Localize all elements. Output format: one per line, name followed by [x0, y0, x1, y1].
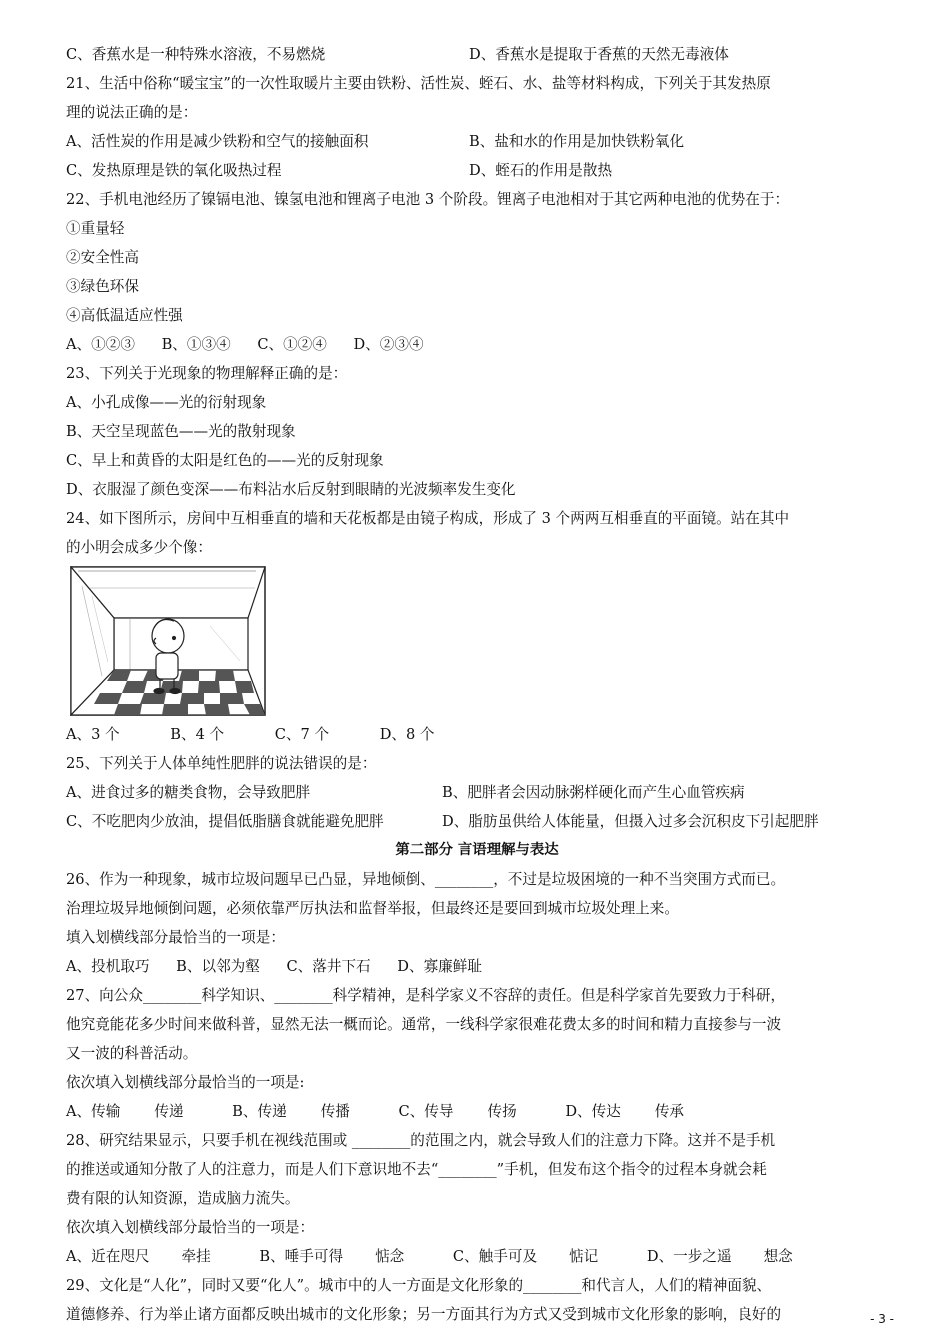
- q23-option-d: D、衣服湿了颜色变深——布料沾水后反射到眼睛的光波频率发生变化: [66, 481, 516, 498]
- q25-options-ab: [66, 778, 888, 807]
- q27-stem-line1: 27、向公众________科学知识、________科学精神，是科学家义不容辞的责任。但是科学家首先要致力于科研，: [66, 987, 786, 1004]
- q28-prompt: 依次填入划横线部分最恰当的一项是：: [66, 1219, 315, 1236]
- q22-item-3: ③绿色环保: [66, 278, 139, 295]
- q21-options-ab: [66, 127, 888, 156]
- q25-option-b: B、肥胖者会因动脉粥样硬化而产生心血管疾病: [442, 784, 745, 801]
- q21-stem-line2: 理的说法正确的是：: [66, 104, 198, 121]
- q29-stem-line1: 29、文化是“人化”，同时又要“化人”。城市中的人一方面是文化形象的________和代言人，人们的精神面貌、: [66, 1277, 772, 1294]
- q21-stem-line1: 21、生活中俗称“暖宝宝”的一次性取暖片主要由铁粉、活性炭、蛭石、水、盐等材料构成，下列关于其发热原: [66, 75, 771, 92]
- q22-item-1: ①重量轻: [66, 220, 125, 237]
- q26-option-c: C、落井下石: [286, 958, 371, 975]
- q21-option-c: C、发热原理是铁的氧化吸热过程: [66, 162, 282, 179]
- q25-option-d: D、脂肪虽供给人体能量，但摄入过多会沉积皮下引起肥胖: [442, 813, 819, 830]
- q26-stem-line1: 26、作为一种现象，城市垃圾问题早已凸显，异地倾倒、________，不过是垃圾困境的一种不当突围方式而已。: [66, 871, 786, 888]
- q28-option-b: B、唾手可得 惦念: [259, 1248, 405, 1265]
- q21-option-b: B、盐和水的作用是加快铁粉氧化: [469, 133, 685, 150]
- q28-stem-line3: 费有限的认知资源，造成脑力流失。: [66, 1190, 300, 1207]
- q23-option-b: B、天空呈现蓝色——光的散射现象: [66, 423, 296, 440]
- q28-option-a: A、近在咫尺 牵挂: [66, 1248, 211, 1265]
- q24-option-b: B、4 个: [170, 726, 225, 743]
- q27-option-d: D、传达 传承: [565, 1103, 685, 1120]
- q26-option-d: D、寡廉鲜耻: [397, 958, 482, 975]
- section-title: 第二部分 言语理解与表达: [395, 842, 559, 858]
- q22-option-a: A、①②③: [66, 336, 135, 353]
- q25-options-cd: [66, 807, 888, 836]
- q22-options: [66, 330, 888, 359]
- q26-option-b: B、以邻为壑: [176, 958, 260, 975]
- q21-options-cd: [66, 156, 888, 185]
- q20-option-c: C、香蕉水是一种特殊水溶液，不易燃烧: [66, 46, 326, 63]
- q27-stem-line2: 他究竟能花多少时间来做科普，显然无法一概而论。通常，一线科学家很难花费太多的时间和精力直接参与一波: [66, 1016, 782, 1033]
- q27-options: [66, 1097, 888, 1126]
- mirror-room-figure: [70, 566, 888, 716]
- q26-stem-line2: 治理垃圾异地倾倒问题，必须依靠严厉执法和监督举报，但最终还是要回到城市垃圾处理上来。: [66, 900, 679, 917]
- q22-option-b: B、①③④: [161, 336, 231, 353]
- q24-stem-line2: 的小明会成多少个像：: [66, 539, 212, 556]
- q28-options: [66, 1242, 888, 1271]
- q22-option-c: C、①②④: [257, 336, 327, 353]
- q21-option-a: A、活性炭的作用是减少铁粉和空气的接触面积: [66, 133, 369, 150]
- q27-option-c: C、传导 传扬: [398, 1103, 517, 1120]
- q24-option-c: C、7 个: [274, 726, 330, 743]
- q21-option-d: D、蛭石的作用是散热: [469, 162, 613, 179]
- q28-stem-line2: 的推送或通知分散了人的注意力，而是人们下意识地不去“________”手机，但发布这个指令的过程本身就会耗: [66, 1161, 767, 1178]
- q22-item-4: ④高低温适应性强: [66, 307, 183, 324]
- q28-stem-line1: 28、研究结果显示，只要手机在视线范围或 ________的范围之内，就会导致人们的注意力下降。这并不是手机: [66, 1132, 776, 1149]
- q26-prompt: 填入划横线部分最恰当的一项是：: [66, 929, 285, 946]
- q20-options-cd: [66, 40, 888, 69]
- page-number: - 3 -: [870, 1312, 894, 1326]
- q23-stem: 23、下列关于光现象的物理解释正确的是：: [66, 365, 348, 382]
- q25-stem: 25、下列关于人体单纯性肥胖的说法错误的是：: [66, 755, 377, 772]
- q24-option-d: D、8 个: [379, 726, 435, 743]
- q24-option-a: A、3 个: [66, 726, 120, 743]
- q28-option-d: D、一步之遥 想念: [646, 1248, 793, 1265]
- q25-option-a: A、进食过多的糖类食物，会导致肥胖: [66, 784, 311, 801]
- q27-option-b: B、传递 传播: [232, 1103, 350, 1120]
- q23-option-a: A、小孔成像——光的衍射现象: [66, 394, 267, 411]
- q22-stem: 22、手机电池经历了镍镉电池、镍氢电池和锂离子电池 3 个阶段。锂离子电池相对于其它两种电池的优势在于：: [66, 191, 790, 208]
- q28-option-c: C、触手可及 惦记: [452, 1248, 599, 1265]
- q20-option-d: D、香蕉水是提取于香蕉的天然无毒液体: [469, 46, 729, 63]
- q24-stem-line1: 24、如下图所示，房间中互相垂直的墙和天花板都是由镜子构成，形成了 3 个两两互相垂直的平面镜。站在其中: [66, 510, 790, 527]
- q22-item-2: ②安全性高: [66, 249, 139, 266]
- q24-options: [66, 720, 888, 749]
- q26-options: [66, 952, 888, 981]
- q27-stem-line3: 又一波的科普活动。: [66, 1045, 198, 1062]
- q26-option-a: A、投机取巧: [66, 958, 150, 975]
- exam-page: [66, 40, 888, 1329]
- q25-option-c: C、不吃肥肉少放油，提倡低脂膳食就能避免肥胖: [66, 813, 384, 830]
- q29-stem-line2: 道德修养、行为举止诸方面都反映出城市的文化形象；另一方面其行为方式又受到城市文化形象的影响，良好的: [66, 1306, 782, 1323]
- q23-option-c: C、早上和黄昏的太阳是红色的——光的反射现象: [66, 452, 384, 469]
- mirror-room-illustration: [70, 566, 266, 716]
- q27-prompt: 依次填入划横线部分最恰当的一项是:: [66, 1074, 305, 1091]
- q22-option-d: D、②③④: [353, 336, 424, 353]
- q27-option-a: A、传输 传递: [66, 1103, 184, 1120]
